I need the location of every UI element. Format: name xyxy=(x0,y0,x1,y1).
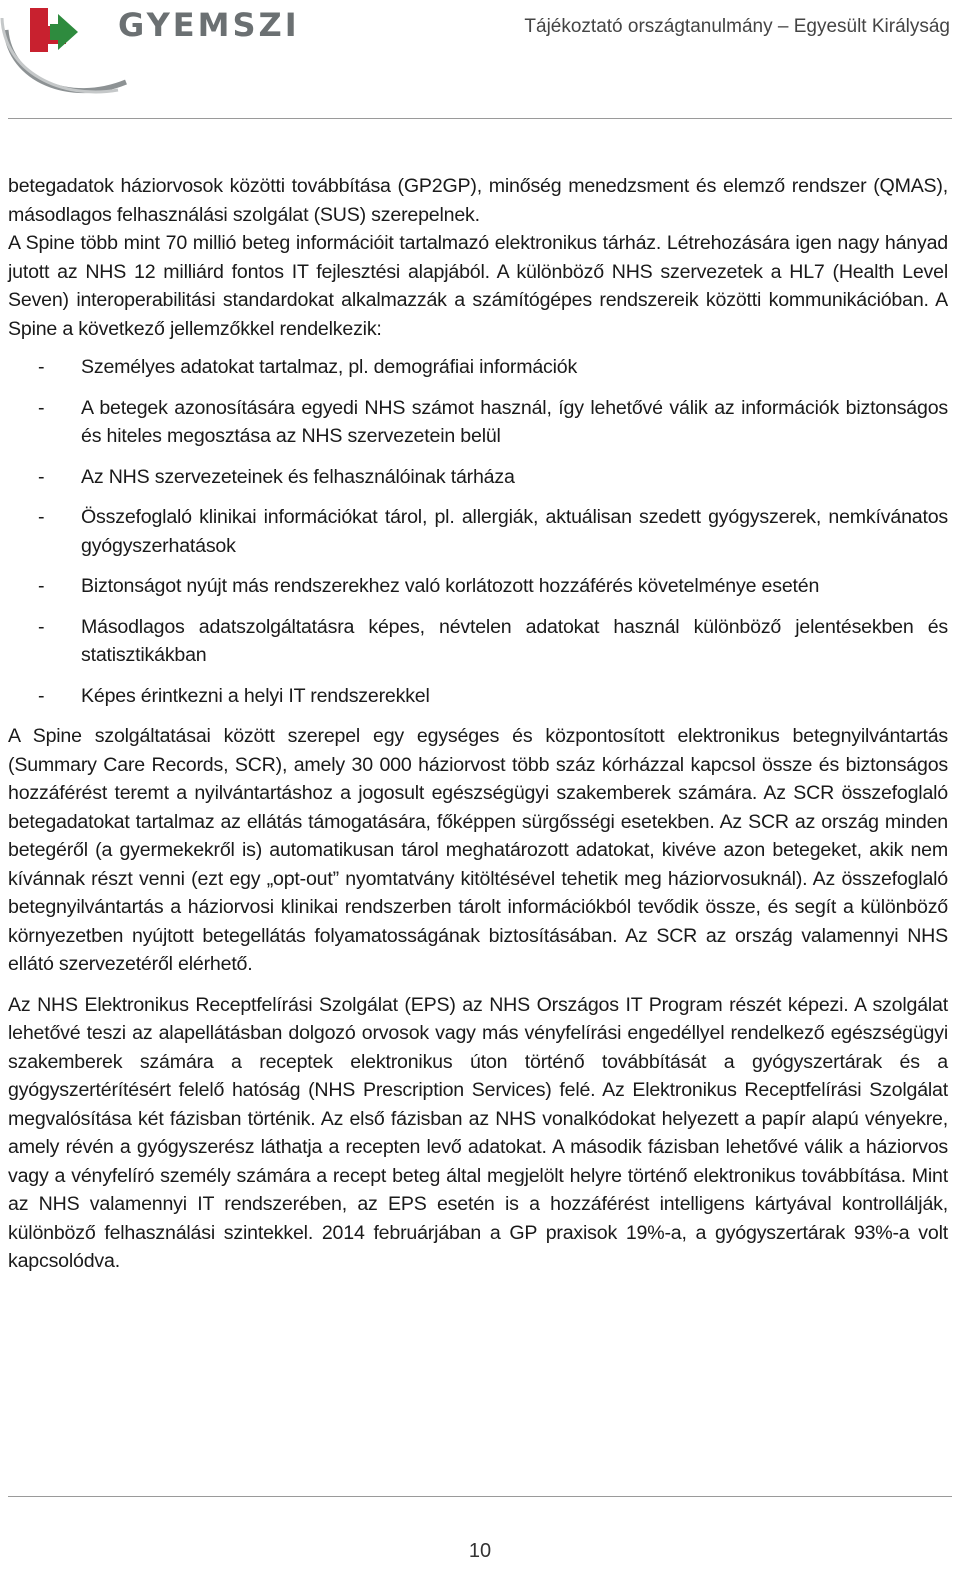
header-divider xyxy=(8,118,952,119)
bullet-dash: - xyxy=(38,684,45,707)
page-number: 10 xyxy=(468,1540,492,1562)
paragraph: A Spine több mint 70 millió beteg információit tartalmazó elektronikus tárház. Létrehozására igen nagy hányad jutott az NHS 12 milliárd fontos IT fejlesztési alapjából. A különböző NHS szervezetek a HL7 (Health Level Seven) interoperabilitási standardokat alkalmazzák a számítógépes rendszereik közötti kommunikációban. A Spine a következő jellemzőkkel rendelkezik: xyxy=(8,232,948,340)
bullet-dash: - xyxy=(38,356,45,378)
list-item-text: Képes érintkezni a helyi IT rendszerekkel xyxy=(81,684,430,707)
list-item-text: Összefoglaló klinikai információkat tárol, pl. allergiák, aktuálisan szedett gyógyszerek, nemkívánatos gyógyszerhatások xyxy=(81,506,948,557)
paragraph: betegadatok háziorvosok közötti továbbítása (GP2GP), minőség menedzsment és elemző rendszer (QMAS), másodlagos felhasználási szolgálat (SUS) szerepelnek. xyxy=(8,175,948,226)
spine-features-list xyxy=(8,353,948,710)
document-title: Tájékoztató országtanulmány – Egyesült Királyság xyxy=(524,16,950,37)
list-item xyxy=(8,572,948,601)
list-item-text: Biztonságot nyújt más rendszerekhez való korlátozott hozzáférés követelménye esetén xyxy=(81,575,820,597)
list-item xyxy=(8,613,948,670)
list-item-text: Személyes adatokat tartalmaz, pl. demográfiai információk xyxy=(81,356,578,378)
list-item xyxy=(8,394,948,451)
logo-emblem-icon xyxy=(0,0,130,100)
brand-name: GYEMSZI xyxy=(118,6,300,44)
bullet-dash: - xyxy=(38,615,45,638)
list-item xyxy=(8,353,948,382)
list-item-text: Az NHS szervezeteinek és felhasználóinak tárháza xyxy=(81,465,515,488)
paragraph: A Spine szolgáltatásai között szerepel egy egységes és központosított elektronikus betegnyilvántartás (Summary Care Records, SCR), amely 30 000 háziorvost több száz kórházzal kapcsol össze és biztonságos hozzáférést teremt a nyilvántartáshoz a jogosult egészségügyi szakemberek számára. Az SCR összefoglaló betegadatokat tartalmaz az ellátás támogatására, főképpen sürgősségi esetekben. Az SCR az ország minden betegéről (a gyermekekről is) automatikusan tárol meghatározott adatokat, kivéve azon betegeket, akik nem kívánnak részt venni (ezt egy „opt-out” nyomtatvány kitöltésével tehetik meg háziorvosuknál). Az összefoglaló betegnyilvántartás a háziorvosi klinikai rendszerben tárolt információkból tevődik össze, és segít a különböző környezetben nyújtott betegellátás folyamatosságának biztosításában. Az SCR az ország valamennyi NHS ellátó szervezetéről elérhető. xyxy=(8,725,948,975)
bullet-dash: - xyxy=(38,396,45,419)
document-body xyxy=(8,172,948,1288)
list-item xyxy=(8,503,948,560)
list-item-text: A betegek azonosítására egyedi NHS számot használ, így lehetővé válik az információk biztonságos és hiteles megosztása az NHS szervezetein belül xyxy=(81,396,948,447)
paragraph: Az NHS Elektronikus Receptfelírási Szolgálat (EPS) az NHS Országos IT Program részét képezi. A szolgálat lehetővé teszi az alapellátásban dolgozó orvosok vagy más vényfelírási engedéllyel rendelkező egészségügyi szakemberek számára a receptek elektronikus úton történő továbbítását a gyógyszertárak és a gyógyszertérítésért felelő hatóság (NHS Prescription Services) felé. Az Elektronikus Receptfelírási Szolgálat megvalósítása két fázisban történik. Az első fázisban az NHS vonalkódokat helyezett a papír alapú vényekre, amely révén a gyógyszerész láthatja a recepten levő adatokat. A második fázisban lehetővé válik a háziorvos vagy a vényfelíró személy számára a recept beteg által megjelölt helyre történő elektronikus továbbítása. Mint az NHS valamennyi IT rendszerében, az EPS esetén is a hozzáférést intelligens kártyával kontrollálják, különböző felhasználási szintekkel. 2014 februárjában a GP praxisok 19%-a, a gyógyszertárak 93%-a volt kapcsolódva. xyxy=(8,993,948,1272)
list-item-text: Másodlagos adatszolgáltatásra képes, névtelen adatokat használ különböző jelentésekben és statisztikákban xyxy=(81,615,948,666)
bullet-dash: - xyxy=(38,575,45,597)
gyemszi-logo xyxy=(0,0,310,100)
bullet-dash: - xyxy=(38,506,45,528)
footer-divider xyxy=(8,1496,952,1497)
list-item xyxy=(8,682,948,711)
bullet-dash: - xyxy=(38,465,45,488)
list-item xyxy=(8,463,948,492)
page-header xyxy=(0,0,960,120)
